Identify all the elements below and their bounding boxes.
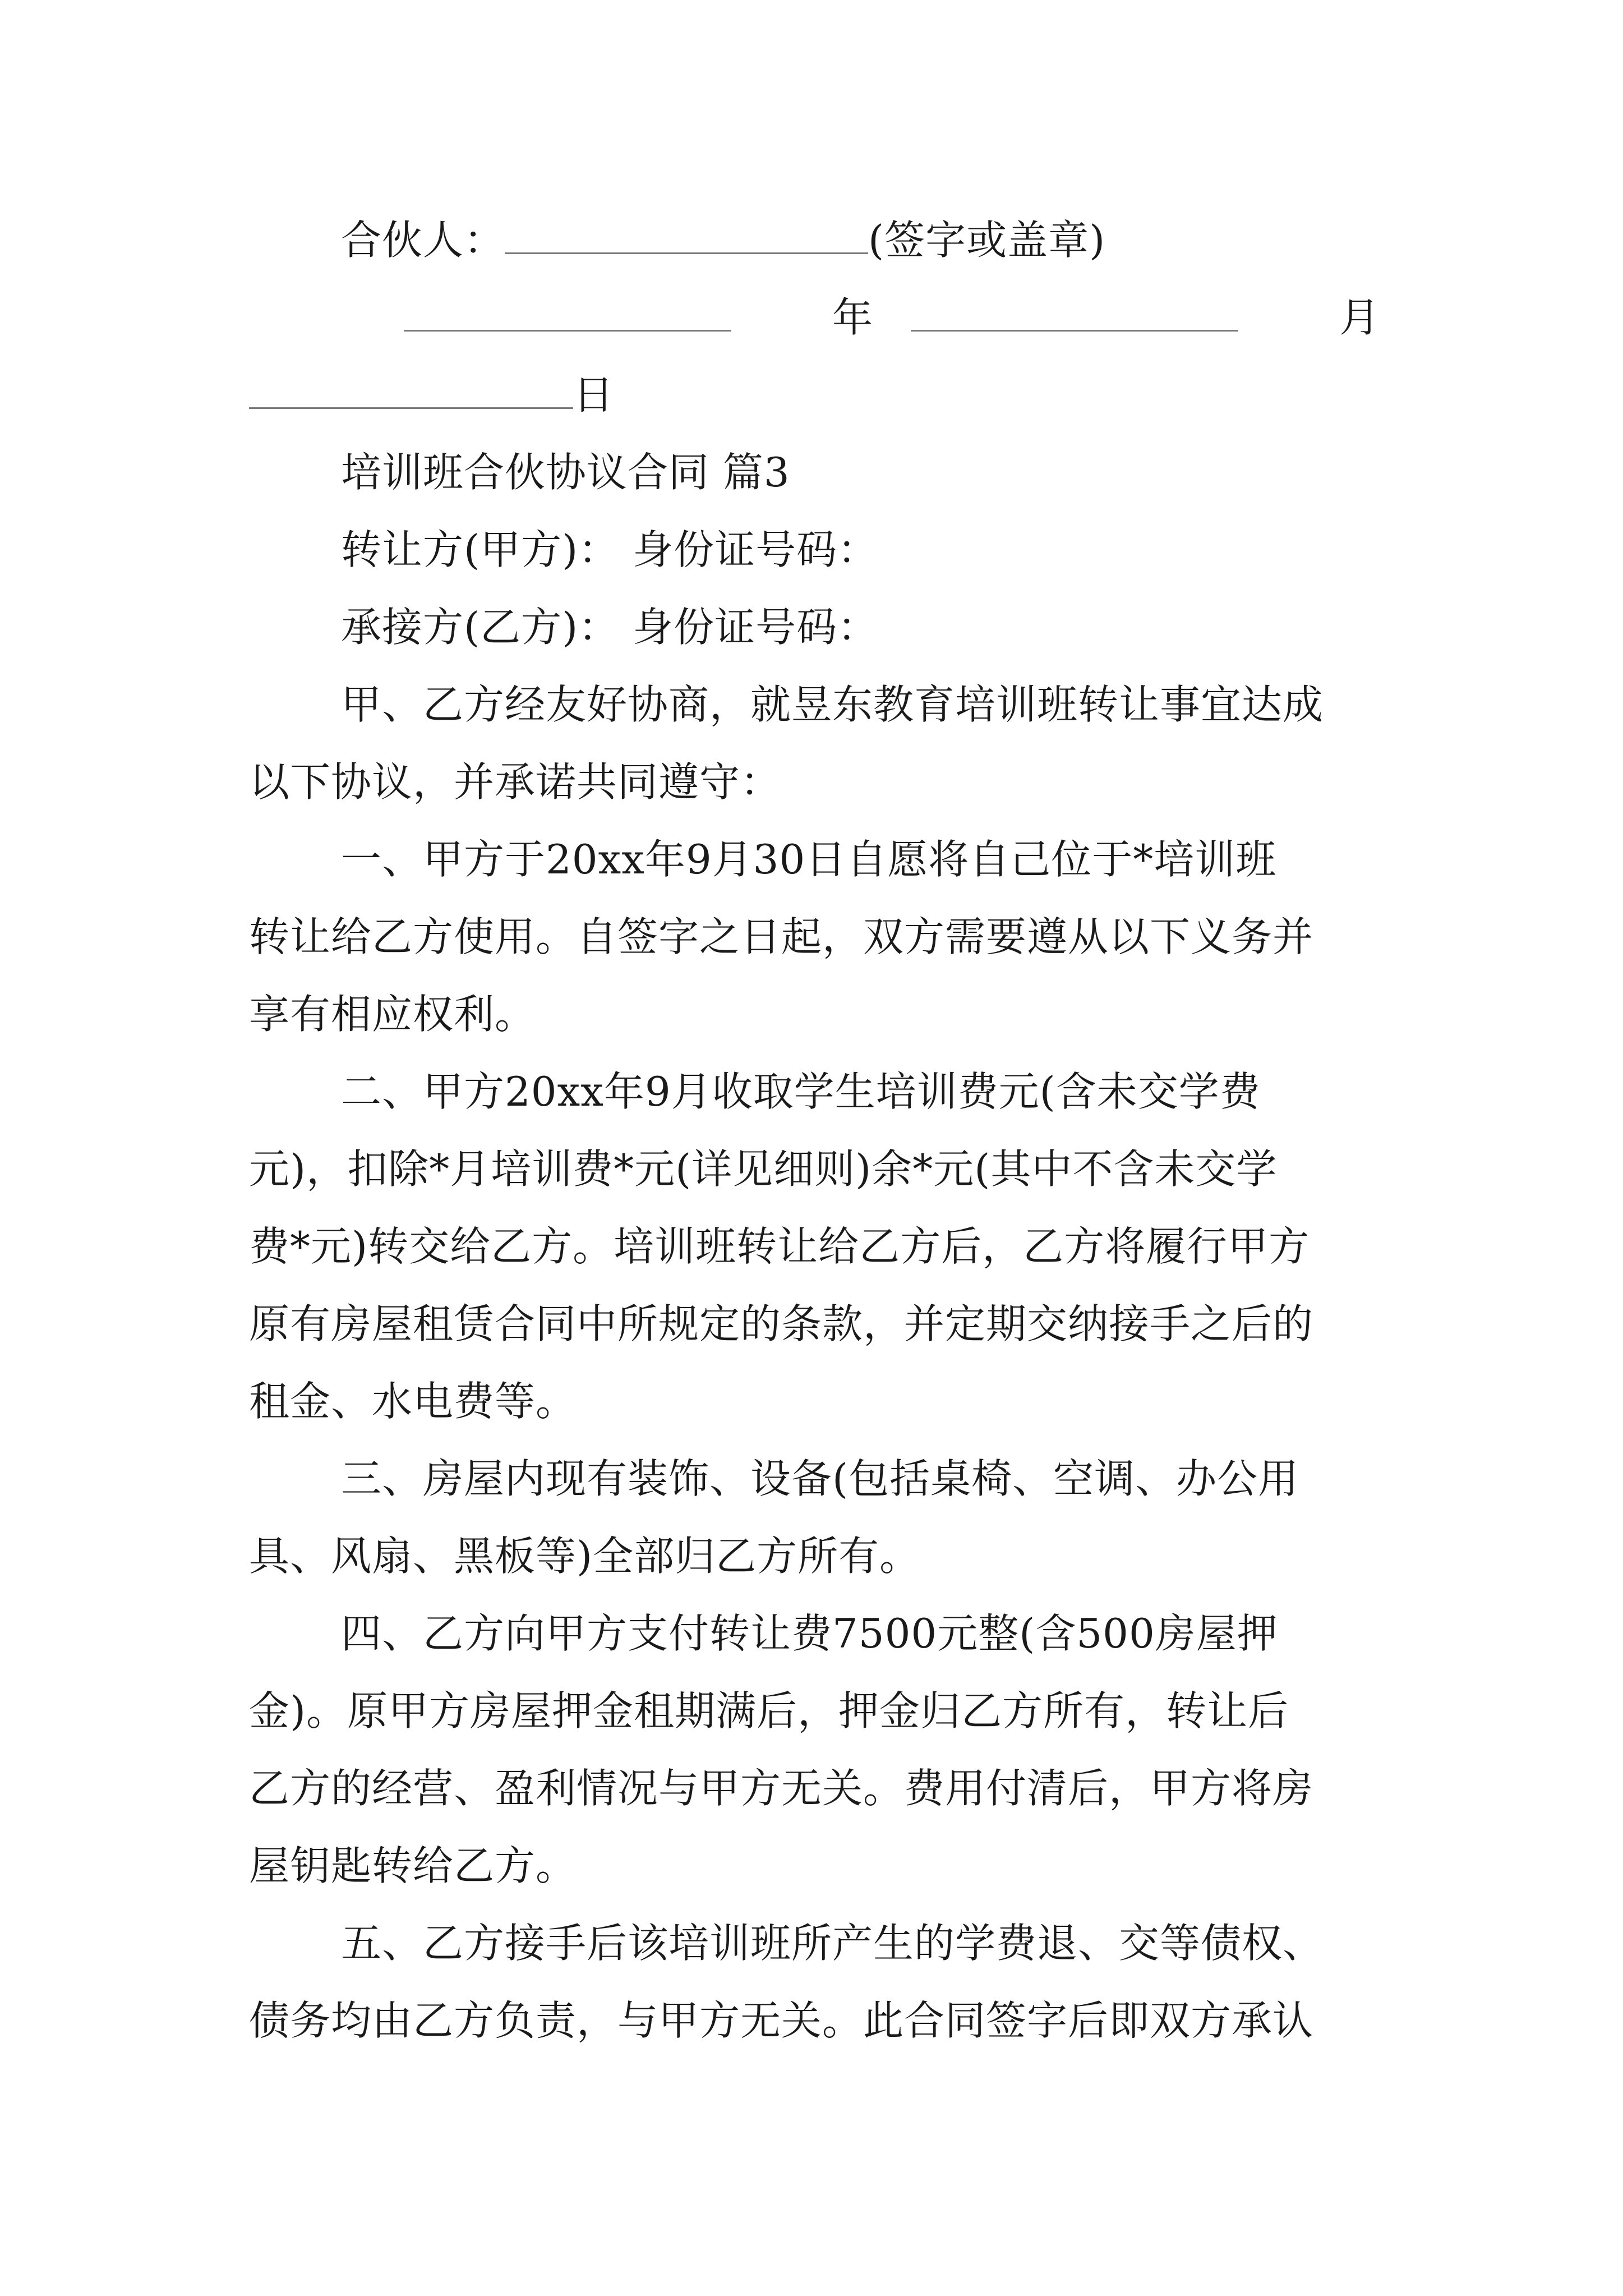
clause-3-line: 三、房屋内现有装饰、设备(包括桌椅、空调、办公用 [341,1455,1299,1502]
clause-1-line: 享有相应权利。 [249,991,536,1038]
month-label: 月 [1339,294,1381,341]
clause-2-line: 租金、水电费等。 [249,1378,577,1425]
partner-signature-line [341,217,1106,264]
clause-1-line: 一、甲方于20xx年9月30日自愿将自己位于*培训班 [341,836,1277,883]
clause-4-line: 乙方的经营、盈利情况与甲方无关。费用付清后，甲方将房 [249,1765,1314,1812]
partner-signature-blank [505,220,868,254]
partner-label: 合伙人： [341,217,505,264]
clause-4-line: 金)。原甲方房屋押金租期满后，押金归乙方所有，转让后 [249,1687,1289,1734]
day-line [249,371,615,418]
transferor-line: 转让方(甲方)： 身份证号码： [341,526,879,573]
month-blank [911,297,1238,338]
clause-2-line: 元)，扣除*月培训费*元(详见细则)余*元(其中不含未交学 [249,1145,1278,1193]
clause-4-line: 屋钥匙转给乙方。 [249,1842,577,1889]
section-heading: 培训班合伙协议合同 篇3 [341,449,790,496]
clause-4-line: 四、乙方向甲方支付转让费7500元整(含500房屋押 [341,1610,1278,1657]
day-label: 日 [573,371,615,418]
transferee-line: 承接方(乙方)： 身份证号码： [341,604,879,651]
sign-or-seal-note: (签字或盖章) [868,217,1106,264]
clause-2-line: 二、甲方20xx年9月收取学生培训费元(含未交学费 [341,1068,1261,1115]
day-blank [249,375,573,409]
intro-line: 以下协议，并承诺共同遵守： [249,758,782,806]
clause-2-line: 费*元)转交给乙方。培训班转让给乙方后，乙方将履行甲方 [249,1223,1310,1270]
clause-3-line: 具、风扇、黑板等)全部归乙方所有。 [249,1533,921,1580]
clause-5-line: 五、乙方接手后该培训班所产生的学费退、交等债权、 [341,1920,1324,1967]
intro-line: 甲、乙方经友好协商，就昱东教育培训班转让事宜达成 [341,681,1324,728]
clause-5-line: 债务均由乙方负责，与甲方无关。此合同签字后即双方承认 [249,1997,1314,2044]
year-label: 年 [832,294,874,341]
year-blank [404,297,731,338]
clause-1-line: 转让给乙方使用。自签字之日起，双方需要遵从以下义务并 [249,913,1314,960]
clause-2-line: 原有房屋租赁合同中所规定的条款，并定期交纳接手之后的 [249,1300,1314,1347]
